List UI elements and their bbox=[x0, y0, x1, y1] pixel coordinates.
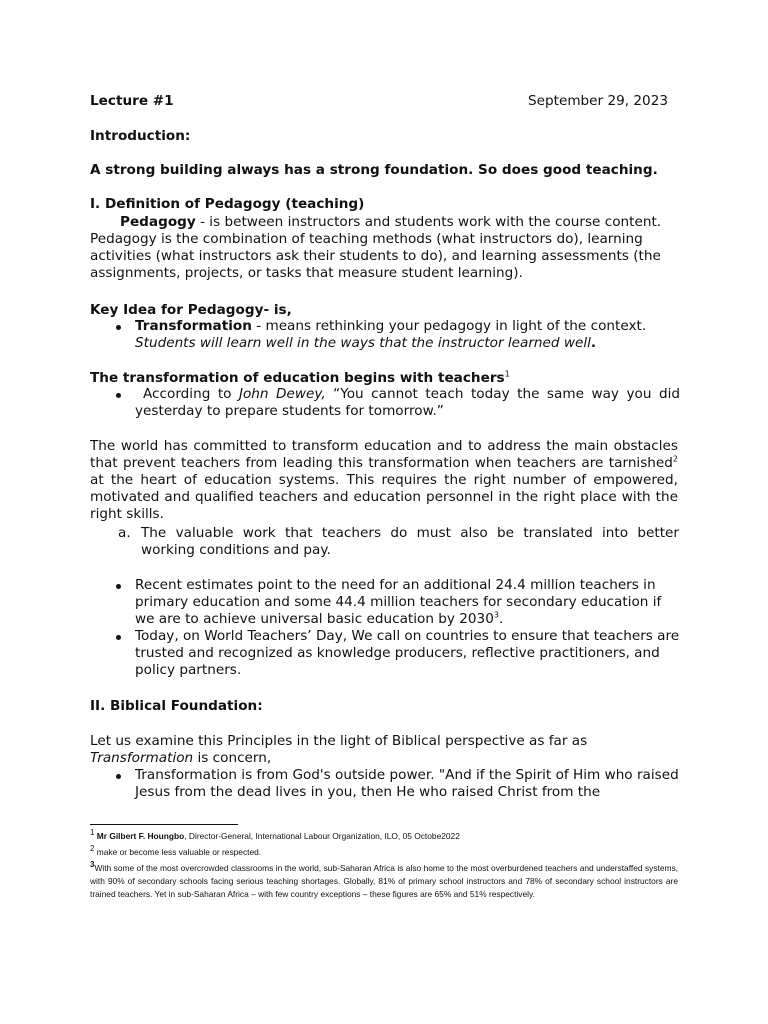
biblical-intro bbox=[90, 733, 678, 767]
pedagogy-definition-lead: - is between instructors and students work with the course content. bbox=[195, 214, 662, 230]
section1-heading: I. Definition of Pedagogy (teaching) bbox=[90, 196, 365, 212]
footnote-2 bbox=[90, 846, 680, 859]
lecture-title: Lecture #1 bbox=[90, 93, 174, 109]
footnote-1-text: , Director-General, International Labour Organization, ILO, 05 Octobe2022 bbox=[184, 831, 460, 841]
transformation-term: Transformation bbox=[135, 318, 252, 334]
bullet-icon bbox=[116, 393, 121, 398]
estimates-text-a: Recent estimates point to the need for an additional 24.4 million teachers in primary education and some 44.4 million teachers for secondary education if we are to achieve universal basic education by 2030 bbox=[135, 577, 662, 627]
biblical-intro-italic: Transformation bbox=[90, 750, 194, 766]
biblical-intro-b: is concern, bbox=[193, 750, 272, 766]
world-paragraph-a: The world has committed to transform education and to address the main obstacles that prevent teachers from leading this transformation when teachers are tarnished bbox=[90, 438, 678, 471]
bullet-icon bbox=[116, 635, 121, 640]
pedagogy-definition-rest: Pedagogy is the combination of teaching methods (what instructors do), learning activities (what instructors ask their students to do), and learning assessments (the assignments, projects, or tasks that measure student learning). bbox=[90, 231, 661, 281]
key-idea-bullet bbox=[135, 318, 680, 352]
transformation-heading bbox=[90, 370, 510, 387]
key-idea-italic: Students will learn well in the ways that the instructor learned well bbox=[135, 335, 591, 351]
bullet-icon bbox=[116, 584, 121, 589]
transformation-text: - means rethinking your pedagogy in light of the context. bbox=[251, 318, 647, 334]
section2-heading: II. Biblical Foundation: bbox=[90, 698, 263, 714]
quote-text: “You cannot teach today the same way you did yesterday to prepare students for tomorrow.” bbox=[135, 386, 680, 419]
list-item-a: The valuable work that teachers do must also be translated into better working conditions and pay. bbox=[141, 525, 679, 558]
footnote-3-text: With some of the most overcrowded classrooms in the world, sub-Saharan Africa is also home to the most overburdened teachers and understaffed systems, with 90% of secondary schools facing serious teaching shortages. Globally, 81% of primary school instructors and 78% of secondary school instructors are trained teachers. Yet in sub-Saharan Africa – with few country exceptions – these figures are 65% and 51% respectively. bbox=[90, 863, 678, 899]
quote-author: John Dewey, bbox=[238, 386, 326, 402]
biblical-bullet: Transformation is from God's outside power. "And if the Spirit of Him who raised Jesus from the dead lives in you, then He who raised Christ from the bbox=[135, 767, 679, 800]
footnote-ref-2: 2 bbox=[672, 454, 678, 464]
footnote-ref-3: 3 bbox=[493, 610, 499, 620]
biblical-intro-a: Let us examine this Principles in the light of Biblical perspective as far as bbox=[90, 733, 588, 749]
intro-heading: Introduction: bbox=[90, 128, 191, 144]
estimates-text-b: . bbox=[498, 611, 504, 627]
footnote-1 bbox=[90, 830, 680, 843]
footnote-1-mark: 1 bbox=[90, 828, 95, 838]
pedagogy-definition-line1 bbox=[90, 214, 680, 231]
transformation-heading-text: The transformation of education begins with teachers bbox=[90, 370, 505, 386]
intro-tagline: A strong building always has a strong foundation. So does good teaching. bbox=[90, 162, 658, 178]
footnote-ref-1: 1 bbox=[504, 369, 510, 379]
bullet-icon bbox=[116, 325, 121, 330]
pedagogy-term: Pedagogy bbox=[120, 214, 196, 230]
estimates-bullet bbox=[135, 577, 680, 628]
footnote-3-mark: 3 bbox=[90, 860, 95, 870]
pedagogy-definition bbox=[90, 214, 680, 282]
lecture-date: September 29, 2023 bbox=[528, 93, 668, 109]
world-paragraph-b: at the heart of education systems. This requires the right number of empowered, motivated and qualified teachers and education personnel in the right place with the right skills. bbox=[90, 472, 678, 522]
world-paragraph bbox=[90, 438, 678, 523]
footnote-divider bbox=[90, 824, 238, 825]
bullet-icon bbox=[116, 774, 121, 779]
footnote-1-name: Mr Gilbert F. Houngbo bbox=[94, 831, 185, 841]
quote-lead: According to bbox=[143, 386, 239, 402]
key-idea-period: . bbox=[590, 335, 597, 351]
list-marker-a: a. bbox=[118, 525, 131, 541]
dewey-quote bbox=[135, 386, 680, 420]
teachers-day-bullet: Today, on World Teachers’ Day, We call on countries to ensure that teachers are trusted and recognized as knowledge producers, reflective practitioners, and policy partners. bbox=[135, 628, 680, 678]
footnote-2-mark: 2 bbox=[90, 844, 95, 854]
footnote-2-text: make or become less valuable or respected. bbox=[94, 847, 262, 857]
key-idea-heading: Key Idea for Pedagogy- is, bbox=[90, 302, 292, 318]
footnote-3 bbox=[90, 862, 678, 901]
